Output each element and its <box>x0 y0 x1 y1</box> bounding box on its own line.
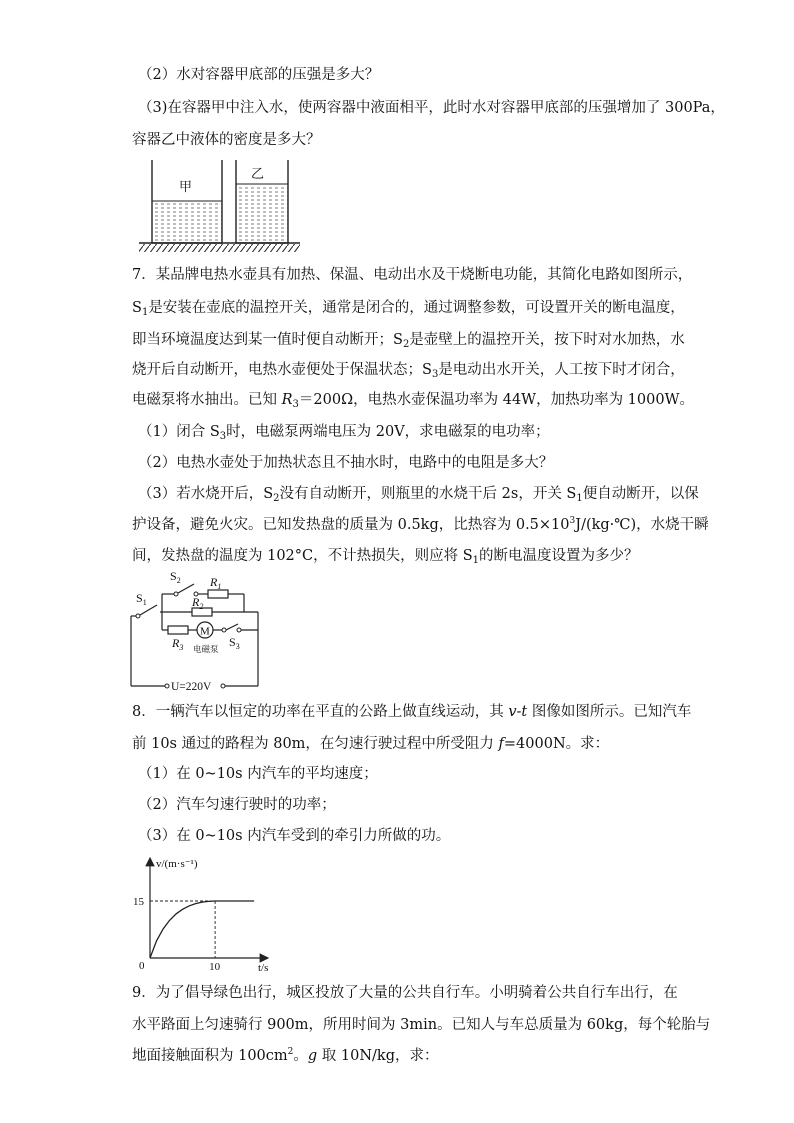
x-tick-label-10: 10 <box>209 961 221 973</box>
circuit-diagram <box>122 566 272 696</box>
switch-s3-blade <box>226 624 238 630</box>
resistor-r1 <box>208 590 228 598</box>
resistor-r3 <box>168 626 188 634</box>
ground-hatching <box>139 244 300 252</box>
switch-s2-label: $S_2$ <box>170 569 181 585</box>
s1-terminal <box>136 614 140 618</box>
switch-s2-blade <box>178 584 194 593</box>
s2-terminal <box>174 592 178 596</box>
power-terminal-right <box>221 684 225 688</box>
p7-question-3-line1: （3）若水烧开后，$S_2$没有自动断开，则瓶里的水烧干后 2s，开关 $S_1$便自动断开，以保 <box>138 486 699 504</box>
resistor-r1-label: $R_1$ <box>210 575 222 591</box>
switch-s3-label: $S_3$ <box>229 635 240 651</box>
p8-question-3: （3）在 0~10s 内汽车受到的牵引力所做的功。 <box>138 828 451 844</box>
origin-tick-label: 0 <box>139 960 145 972</box>
container-jia-label: 甲 <box>179 179 193 194</box>
container-jia-water <box>152 201 222 243</box>
p8-question-2: （2）汽车匀速行驶时的功率； <box>138 797 336 813</box>
p6-question-2: （2）水对容器甲底部的压强是多大？ <box>138 67 380 83</box>
s3-terminal-2 <box>237 628 241 632</box>
x-axis-label: t/s <box>258 962 269 974</box>
s3-terminal <box>222 628 226 632</box>
pump-label: 电磁泵 <box>193 644 219 654</box>
velocity-curve <box>150 901 254 958</box>
p7-line2: $S_1$是安装在壶底的温控开关，通常是闭合的，通过调整参数，可设置开关的断电温度， <box>132 300 685 318</box>
p9-line1: 9．为了倡导绿色出行，城区投放了大量的公共自行车。小明骑着公共自行车出行，在 <box>132 985 678 1001</box>
p7-question-3-line3: 间，发热盘的温度为 102°C，不计热损失，则应将 $S_1$的断电温度设置为多少？ <box>132 548 639 566</box>
containers-figure <box>125 158 300 253</box>
resistor-r2-label: $R_2$ <box>192 595 204 611</box>
container-yi-liquid <box>236 184 288 243</box>
y-axis-label: v/(m·s⁻¹) <box>156 858 198 870</box>
y-tick-label-15: 15 <box>133 896 144 908</box>
container-yi-label: 乙 <box>251 166 265 181</box>
voltage-label: U=220V <box>171 681 212 693</box>
p8-line1: 8．一辆汽车以恒定的功率在平直的公路上做直线运动，其 v-t 图像如图所示。已知汽车 <box>132 704 692 720</box>
p7-line5: 电磁泵将水抽出。已知 $R_3=200\Omega$，电热水壶保温功率为 44W，加热功率为 1000W。 <box>132 392 694 410</box>
p7-question-3-line2: 护设备，避免火灾。已知发热盘的质量为 0.5kg，比热容为 $0.5\times 10^3J/(kg\cdot℃)$，水烧干瞬 <box>132 516 709 533</box>
p9-line3: 地面接触面积为 $100cm^2$。g 取 10N/kg，求： <box>132 1047 439 1064</box>
p6-question-3-line2: 容器乙中液体的密度是多大？ <box>132 132 321 148</box>
p8-line2: 前 10s 通过的路程为 80m，在匀速行驶过程中所受阻力 f=4000N。求： <box>132 736 610 752</box>
p7-line4: 烧开后自动断开，电热水壶便处于保温状态；$S_3$是电动出水开关，人工按下时才闭合， <box>132 362 685 380</box>
p7-question-2: （2）电热水壶处于加热状态且不抽水时，电路中的电阻是多大？ <box>138 455 554 471</box>
p7-question-1: （1）闭合 $S_3$时，电磁泵两端电压为 20V，求电磁泵的电功率； <box>138 424 550 442</box>
vt-chart <box>130 850 280 975</box>
power-terminal-left <box>165 684 169 688</box>
p6-question-3-line1: （3)在容器甲中注入水，使两容器中液面相平，此时水对容器甲底部的压强增加了 300Pa， <box>138 100 725 116</box>
p9-line2: 水平路面上匀速骑行 900m，所用时间为 3min。已知人与车总质量为 60kg，每个轮胎与 <box>132 1017 711 1033</box>
resistor-r3-label: $R_3$ <box>172 636 184 652</box>
p7-line1: 7．某品牌电热水壶具有加热、保温、电动出水及干烧断电功能，其简化电路如图所示， <box>132 267 693 283</box>
motor-label: M <box>200 625 210 638</box>
switch-s1-label: $S_1$ <box>136 591 147 607</box>
p8-question-1: （1）在 0~10s 内汽车的平均速度； <box>138 766 378 782</box>
p7-line3: 即当环境温度达到某一值时便自动断开；$S_2$是壶壁上的温控开关，按下时对水加热，水 <box>132 332 685 350</box>
